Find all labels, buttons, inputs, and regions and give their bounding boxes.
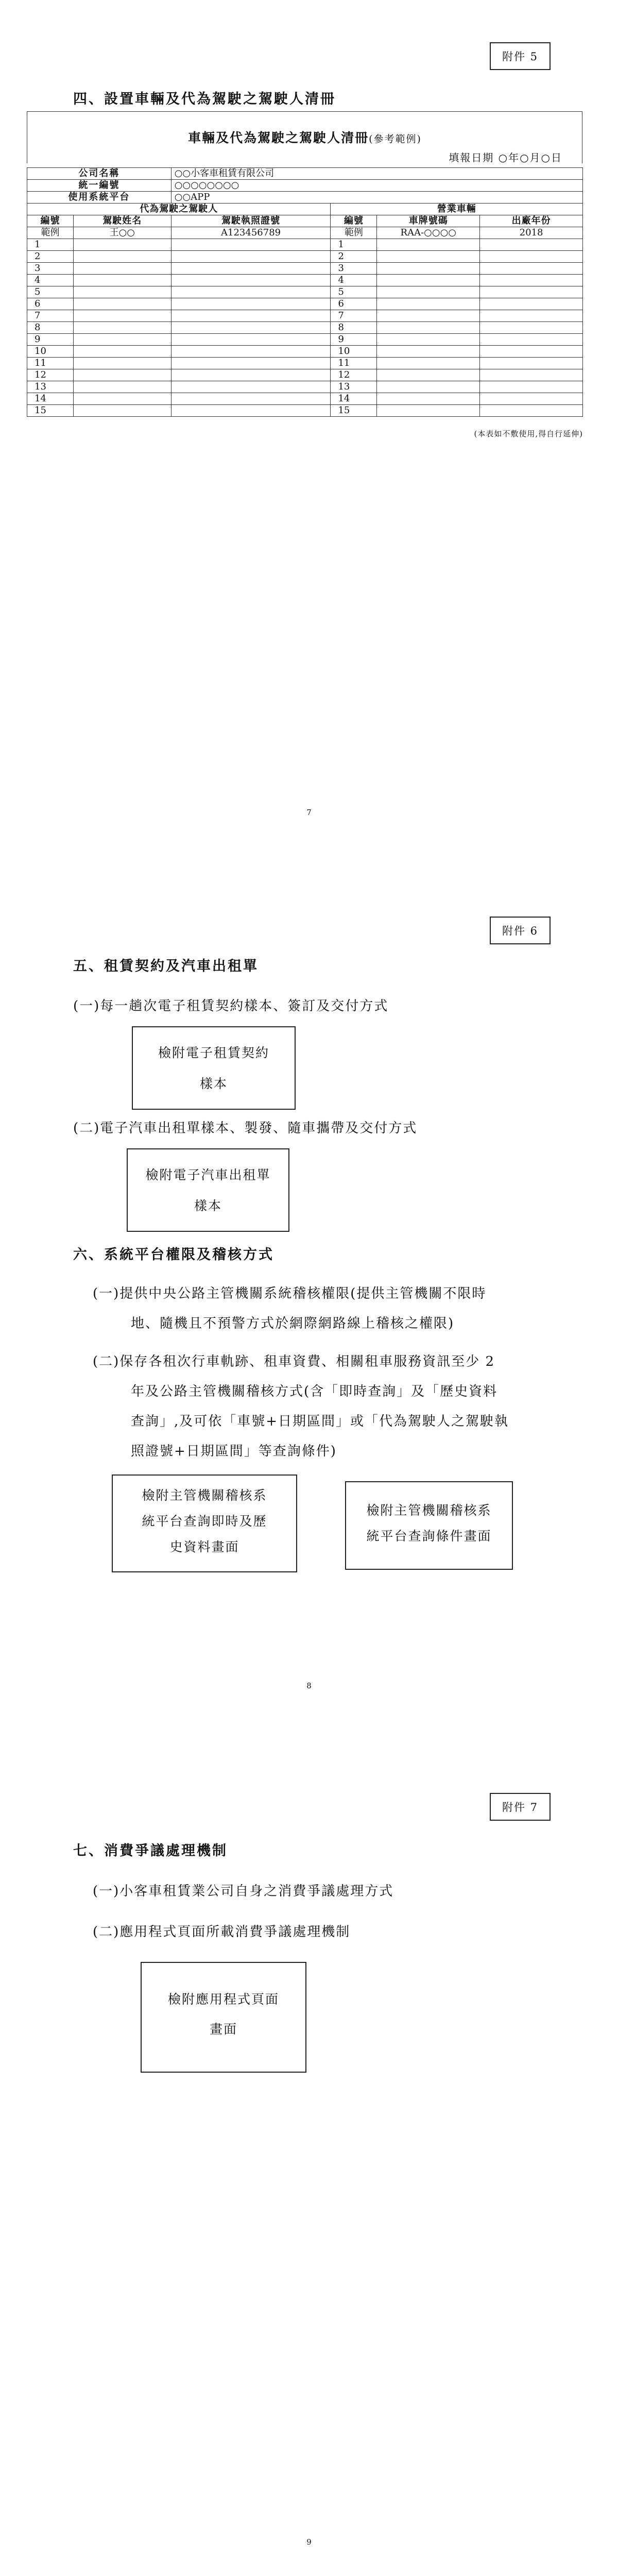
vehicle-row-number: 14	[331, 393, 377, 405]
driver-row-number: 1	[27, 239, 74, 251]
item-5-1: (一)每一趟次電子租賃契約樣本、簽訂及交付方式	[73, 998, 389, 1014]
license-no-cell	[171, 251, 331, 263]
vehicle-row-number: 4	[331, 275, 377, 286]
driver-name-cell	[73, 322, 171, 334]
company-value: ○○小客車租賃有限公司	[171, 168, 582, 180]
year-cell	[480, 239, 583, 251]
vehicle-row-number: 10	[331, 346, 377, 358]
license-no-cell	[171, 405, 331, 417]
driver-name-cell	[73, 405, 171, 417]
form-title-note: (參考範例)	[369, 133, 422, 145]
driver-name-cell	[73, 251, 171, 263]
col-license-header: 駕駛執照證號	[171, 215, 331, 227]
register-row	[27, 251, 583, 263]
plate-cell	[377, 369, 480, 381]
example-driver-name: 王○○	[73, 227, 171, 239]
platform-row	[27, 192, 583, 204]
form-title	[27, 128, 583, 146]
driver-name-cell	[73, 286, 171, 298]
license-no-cell	[171, 393, 331, 405]
plate-cell	[377, 334, 480, 346]
license-no-cell	[171, 298, 331, 310]
vehicle-row-number: 3	[331, 263, 377, 275]
driver-name-cell	[73, 358, 171, 369]
driver-row-number: 10	[27, 346, 74, 358]
license-no-cell	[171, 358, 331, 369]
example-year: 2018	[480, 227, 583, 239]
vehicle-row-number: 5	[331, 286, 377, 298]
license-no-cell	[171, 369, 331, 381]
tax-id-label: 統一編號	[27, 180, 171, 192]
driver-row-number: 5	[27, 286, 74, 298]
driver-row-number: 2	[27, 251, 74, 263]
item-6-2-line-3: 查詢」,及可依「車號+日期區間」或「代為駕駛人之駕駛執	[131, 1414, 509, 1429]
year-cell	[480, 275, 583, 286]
plate-cell	[377, 405, 480, 417]
company-row	[27, 168, 583, 180]
plate-cell	[377, 381, 480, 393]
box-text: 統平台查詢即時及歷	[142, 1514, 267, 1529]
driver-group-header: 代為駕駛之駕駛人	[27, 204, 331, 215]
example-vehicle-label: 範例	[331, 227, 377, 239]
vehicle-row-number: 11	[331, 358, 377, 369]
year-cell	[480, 346, 583, 358]
example-plate: RAA-○○○○	[377, 227, 480, 239]
register-row	[27, 275, 583, 286]
item-7-2: (二)應用程式頁面所載消費爭議處理機制	[93, 1924, 351, 1940]
item-6-1-line-1: (一)提供中央公路主管機關系統稽核權限(提供主管機關不限時	[93, 1286, 487, 1301]
plate-cell	[377, 393, 480, 405]
attachment-box-rental-slip	[127, 1148, 289, 1232]
license-no-cell	[171, 334, 331, 346]
vehicle-row-number: 12	[331, 369, 377, 381]
register-row	[27, 310, 583, 322]
year-cell	[480, 381, 583, 393]
register-row	[27, 322, 583, 334]
attachment-box-rental-contract	[132, 1026, 296, 1110]
driver-name-cell	[73, 275, 171, 286]
register-row	[27, 239, 583, 251]
example-license-no: A123456789	[171, 227, 331, 239]
annex-label: 附件 6	[490, 917, 551, 944]
driver-name-cell	[73, 393, 171, 405]
driver-row-number: 13	[27, 381, 74, 393]
driver-name-cell	[73, 298, 171, 310]
driver-row-number: 7	[27, 310, 74, 322]
form-date-line: 填報日期 ○年○月○日	[449, 151, 562, 164]
register-row	[27, 369, 583, 381]
vehicle-row-number: 13	[331, 381, 377, 393]
year-cell	[480, 358, 583, 369]
plate-cell	[377, 322, 480, 334]
plate-cell	[377, 346, 480, 358]
box-text: 史資料畫面	[169, 1539, 239, 1554]
driver-name-cell	[73, 310, 171, 322]
col-plate-header: 車牌號碼	[377, 215, 480, 227]
page-number: 7	[306, 808, 312, 817]
year-cell	[480, 310, 583, 322]
register-row	[27, 286, 583, 298]
vehicle-row-number: 9	[331, 334, 377, 346]
vehicle-row-number: 15	[331, 405, 377, 417]
section-heading-6: 六、系統平台權限及稽核方式	[73, 1247, 274, 1263]
example-row	[27, 227, 583, 239]
item-6-2-line-4: 照證號+日期區間」等查詢條件)	[131, 1444, 337, 1459]
driver-name-cell	[73, 239, 171, 251]
year-cell	[480, 286, 583, 298]
section-heading-5: 五、租賃契約及汽車出租單	[73, 958, 259, 974]
vehicle-row-number: 2	[331, 251, 377, 263]
example-label: 範例	[27, 227, 74, 239]
driver-row-number: 15	[27, 405, 74, 417]
tax-id-row	[27, 180, 583, 192]
page-number: 8	[306, 1681, 312, 1690]
item-5-2: (二)電子汽車出租單樣本、製發、隨車攜帶及交付方式	[73, 1121, 418, 1136]
tax-id-value: ○○○○○○○○	[171, 180, 582, 192]
box-text: 檢附主管機關稽核系	[142, 1488, 267, 1503]
attachment-box-audit-query	[345, 1481, 513, 1570]
year-cell	[480, 263, 583, 275]
license-no-cell	[171, 275, 331, 286]
driver-name-cell	[73, 381, 171, 393]
box-text: 樣本	[199, 1076, 228, 1091]
year-cell	[480, 322, 583, 334]
page-7	[0, 0, 618, 873]
driver-vehicle-register-form	[27, 120, 583, 439]
driver-row-number: 8	[27, 322, 74, 334]
license-no-cell	[171, 381, 331, 393]
register-row	[27, 298, 583, 310]
plate-cell	[377, 286, 480, 298]
item-6-2-line-2: 年及公路主管機關稽核方式(含「即時查詢」及「歷史資料	[131, 1384, 498, 1399]
license-no-cell	[171, 322, 331, 334]
driver-name-cell	[73, 334, 171, 346]
box-text: 畫面	[209, 2022, 237, 2037]
company-label: 公司名稱	[27, 168, 171, 180]
vehicle-row-number: 8	[331, 322, 377, 334]
attachment-box-app-page	[141, 1962, 306, 2073]
vehicle-row-number: 6	[331, 298, 377, 310]
driver-name-cell	[73, 346, 171, 358]
platform-label: 使用系統平台	[27, 192, 171, 204]
group-header-row	[27, 204, 583, 215]
license-no-cell	[171, 239, 331, 251]
register-row	[27, 405, 583, 417]
plate-cell	[377, 275, 480, 286]
box-text: 檢附主管機關稽核系	[366, 1503, 492, 1518]
vehicle-row-number: 7	[331, 310, 377, 322]
register-row	[27, 358, 583, 369]
col-driver-name-header: 駕駛姓名	[73, 215, 171, 227]
register-row	[27, 381, 583, 393]
item-7-1: (一)小客車租賃業公司自身之消費爭議處理方式	[93, 1884, 394, 1899]
col-year-header: 出廠年份	[480, 215, 583, 227]
section-heading-7: 七、消費爭議處理機制	[73, 1843, 228, 1859]
box-text: 樣本	[194, 1198, 222, 1213]
year-cell	[480, 369, 583, 381]
annex-label: 附件 5	[490, 42, 551, 70]
numbered-rows	[27, 239, 583, 417]
driver-row-number: 4	[27, 275, 74, 286]
page-number: 9	[306, 2537, 312, 2547]
plate-cell	[377, 298, 480, 310]
driver-row-number: 6	[27, 298, 74, 310]
register-row	[27, 263, 583, 275]
license-no-cell	[171, 310, 331, 322]
license-no-cell	[171, 286, 331, 298]
driver-row-number: 11	[27, 358, 74, 369]
year-cell	[480, 298, 583, 310]
year-cell	[480, 334, 583, 346]
col-vehicle-no-header: 編號	[331, 215, 377, 227]
annex-label: 附件 7	[490, 1793, 551, 1821]
box-text: 檢附電子租賃契約	[158, 1045, 269, 1060]
driver-row-number: 12	[27, 369, 74, 381]
page-8	[0, 873, 618, 1747]
vehicle-row-number: 1	[331, 239, 377, 251]
plate-cell	[377, 251, 480, 263]
register-row	[27, 334, 583, 346]
vehicle-group-header: 營業車輛	[331, 204, 583, 215]
plate-cell	[377, 358, 480, 369]
register-row	[27, 393, 583, 405]
driver-row-number: 3	[27, 263, 74, 275]
year-cell	[480, 405, 583, 417]
year-cell	[480, 393, 583, 405]
section-heading-4: 四、設置車輛及代為駕駛之駕駛人清冊	[73, 91, 336, 107]
form-title-text: 車輛及代為駕駛之駕駛人清冊	[188, 130, 369, 145]
item-6-1-line-2: 地、隨機且不預警方式於網際網路線上稽核之權限)	[131, 1316, 455, 1331]
form-note: (本表如不敷使用,得自行延伸)	[474, 429, 583, 438]
driver-row-number: 14	[27, 393, 74, 405]
platform-value: ○○APP	[171, 192, 582, 204]
col-no-header: 編號	[27, 215, 74, 227]
box-text: 統平台查詢條件畫面	[366, 1529, 492, 1544]
driver-row-number: 9	[27, 334, 74, 346]
driver-name-cell	[73, 263, 171, 275]
plate-cell	[377, 310, 480, 322]
plate-cell	[377, 263, 480, 275]
register-table	[27, 167, 583, 417]
item-6-2-line-1: (二)保存各租次行車軌跡、租車資費、相關租車服務資訊至少 2	[93, 1354, 495, 1369]
driver-name-cell	[73, 369, 171, 381]
license-no-cell	[171, 263, 331, 275]
page-9	[0, 1747, 618, 2576]
box-text: 檢附應用程式頁面	[167, 1992, 279, 2007]
box-text: 檢附電子汽車出租單	[145, 1167, 271, 1182]
year-cell	[480, 251, 583, 263]
column-header-row	[27, 215, 583, 227]
attachment-box-audit-realtime	[112, 1475, 297, 1572]
register-row	[27, 346, 583, 358]
license-no-cell	[171, 346, 331, 358]
plate-cell	[377, 239, 480, 251]
